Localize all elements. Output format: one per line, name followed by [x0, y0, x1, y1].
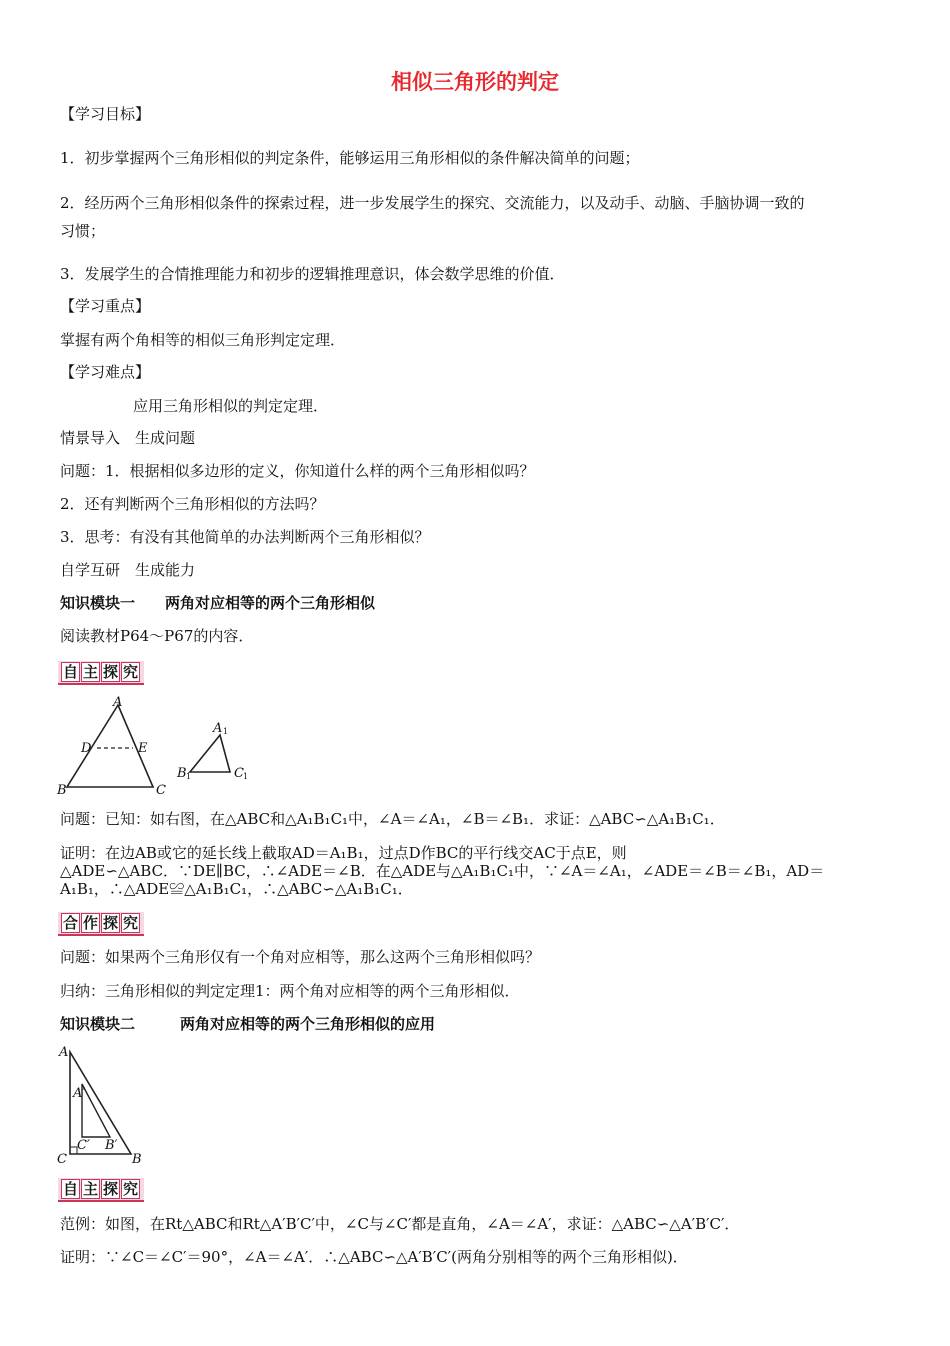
module1-read: 阅读教材P64～P67的内容． [60, 627, 254, 645]
badge-char: 探 [103, 1180, 119, 1198]
module1-summary: 归纳：三角形相似的判定定理1：两个角对应相等的两个三角形相似． [60, 982, 520, 1000]
badge-char: 究 [123, 1180, 139, 1198]
badge-self-explore-1 [58, 661, 144, 685]
badge-char: 究 [123, 663, 139, 681]
selfstudy-heading: 自学互研 生成能力 [60, 561, 196, 579]
label-b-prime: B′ [105, 1138, 118, 1153]
objectives-heading: 【学习目标】 [60, 105, 151, 123]
label-c1-sub: 1 [243, 772, 249, 781]
module1-proof-3: A₁B₁，∴△ADE≌△A₁B₁C₁，∴△ABC∽△A₁B₁C₁． [60, 880, 413, 898]
label-a1-sub: 1 [223, 727, 229, 736]
intro-question-2: 2．还有判断两个三角形相似的方法吗？ [60, 495, 325, 513]
intro-question-1: 问题：1．根据相似多边形的定义，你知道什么样的两个三角形相似吗？ [60, 462, 535, 480]
badge-char: 主 [83, 1180, 99, 1198]
label-c: C [156, 783, 166, 798]
module1-proof-2: △ADE∽△ABC．∵DE∥BC，∴∠ADE＝∠B．在△ADE与△A₁B₁C₁中，∵∠A＝∠A₁，∠ADE＝∠B＝∠B₁，AD＝ [60, 862, 825, 880]
label-e: E [138, 741, 148, 756]
module1-heading: 知识模块一 两角对应相等的两个三角形相似 [60, 594, 376, 612]
badge-char: 究 [123, 914, 139, 932]
label-a: A [59, 1045, 69, 1060]
label-b: B [57, 783, 67, 798]
label-c1: C [234, 766, 244, 781]
badge-char: 主 [83, 663, 99, 681]
module2-example: 范例：如图，在Rt△ABC和Rt△A′B′C′中，∠C与∠C′都是直角，∠A＝∠A′，求证：△ABC∽△A′B′C′． [60, 1215, 740, 1233]
module1-proof-1: 证明：在边AB或它的延长线上截取AD＝A₁B₁，过点D作BC的平行线交AC于点E，则 [60, 844, 627, 862]
objective-3: 3．发展学生的合情推理能力和初步的逻辑推理意识，体会数学思维的价值． [60, 265, 565, 283]
label-a-prime: A′ [73, 1086, 86, 1101]
label-b: B [132, 1152, 142, 1167]
label-a1: A [213, 721, 223, 736]
label-d: D [81, 741, 92, 756]
objective-1: 1．初步掌握两个三角形相似的判定条件，能够运用三角形相似的条件解决简单的问题； [60, 149, 640, 167]
badge-char: 自 [63, 663, 79, 681]
objective-2-cont: 习惯； [60, 222, 106, 240]
right-angle-mark [70, 1147, 77, 1154]
module1-question: 问题：已知：如右图，在△ABC和△A₁B₁C₁中，∠A＝∠A₁，∠B＝∠B₁．求证：△ABC∽△A₁B₁C₁． [60, 810, 725, 828]
difficulty-heading: 【学习难点】 [60, 363, 151, 381]
label-a: A [113, 695, 123, 710]
key-text: 掌握有两个角相等的相似三角形判定定理． [60, 331, 346, 349]
module2-proof: 证明：∵∠C＝∠C′＝90°，∠A＝∠A′．∴△ABC∽△A′B′C′(两角分别相等的两个三角形相似)． [60, 1248, 688, 1266]
badge-char: 合 [63, 914, 79, 932]
objective-2: 2．经历两个三角形相似条件的探索过程，进一步发展学生的探究、交流能力，以及动手、动脑、手脑协调一致的 [60, 194, 805, 212]
badge-char: 作 [83, 914, 99, 932]
label-b1: B [177, 766, 187, 781]
figure-right-triangles [55, 1042, 155, 1167]
badge-cooperate-explore [58, 912, 144, 936]
label-c: C [57, 1152, 67, 1167]
badge-char: 自 [63, 1180, 79, 1198]
badge-char: 探 [103, 663, 119, 681]
label-c-prime: C′ [77, 1138, 90, 1153]
module1-question-2: 问题：如果两个三角形仅有一个角对应相等，那么这两个三角形相似吗？ [60, 948, 541, 966]
badge-self-explore-2 [58, 1178, 144, 1202]
figure-triangles [55, 692, 265, 800]
page-title: 相似三角形的判定 [391, 70, 559, 94]
triangle-a1b1c1 [190, 735, 230, 772]
difficulty-text: 应用三角形相似的判定定理． [133, 397, 329, 415]
intro-heading: 情景导入 生成问题 [60, 429, 196, 447]
module2-heading: 知识模块二 两角对应相等的两个三角形相似的应用 [60, 1015, 436, 1033]
label-b1-sub: 1 [186, 772, 192, 781]
badge-char: 探 [103, 914, 119, 932]
key-heading: 【学习重点】 [60, 297, 151, 315]
intro-question-3: 3．思考：有没有其他简单的办法判断两个三角形相似？ [60, 528, 430, 546]
